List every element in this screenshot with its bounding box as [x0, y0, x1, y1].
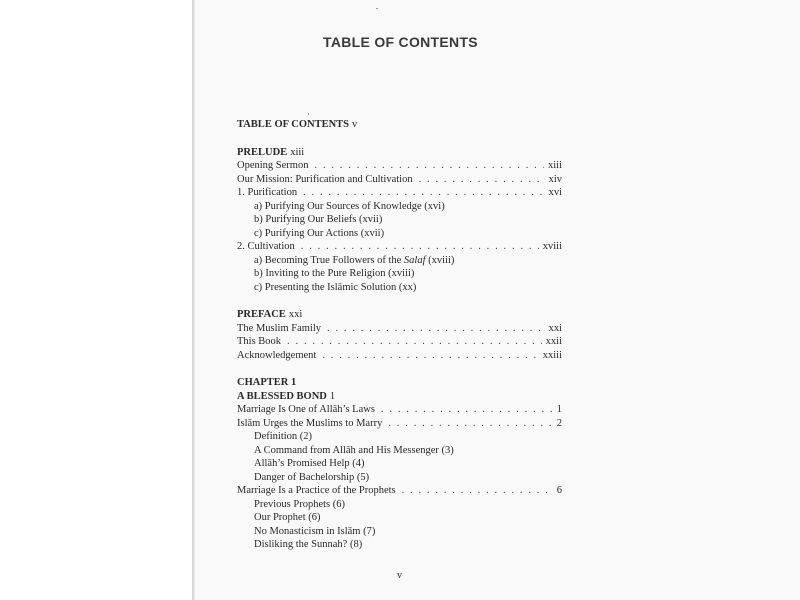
left-margin — [0, 0, 192, 600]
chapter-label: CHAPTER 1 — [237, 377, 297, 388]
toc-subentry: Previous Prophets (6) — [254, 498, 345, 510]
leader-dots — [287, 335, 542, 349]
toc-subentry: Allāh’s Promised Help (4) — [254, 458, 365, 469]
toc-subentry: A Command from Allāh and His Messenger (3) — [254, 444, 454, 456]
toc-entry-page: 2 — [556, 417, 562, 429]
toc-subentry: b) Purifying Our Beliefs (xvii) — [254, 214, 383, 225]
leader-dots — [419, 173, 545, 187]
section-heading-num: 1 — [329, 390, 336, 402]
toc-subentry: c) Purifying Our Actions (xvii) — [254, 227, 385, 239]
toc-subentry-text: (xviii) — [425, 254, 455, 266]
toc-entry — [237, 322, 562, 336]
leader-dots — [402, 484, 553, 498]
toc-subentry: No Monasticism in Islām (7) — [254, 525, 376, 537]
toc-subentry: Definition (2) — [254, 431, 313, 442]
toc-entry-label: Marriage Is a Practice of the Prophets — [237, 485, 396, 496]
toc-subentry: a) Purifying Our Sources of Knowledge (xvi) — [254, 200, 445, 212]
toc-entry-label: 2. Cultivation — [237, 241, 295, 252]
toc-entry-page: xviii — [542, 241, 562, 252]
toc-entry — [237, 484, 562, 498]
toc-subentry — [237, 254, 562, 268]
toc-entry — [237, 335, 562, 349]
leader-dots — [388, 417, 552, 431]
leader-dots — [303, 186, 545, 200]
leader-dots — [301, 240, 539, 254]
section-heading-label: PREFACE — [237, 309, 286, 320]
section-heading-num: xiii — [290, 146, 305, 158]
table-of-contents — [237, 118, 562, 552]
toc-entry-label: This Book — [237, 336, 282, 347]
toc-subentry: b) Inviting to the Pure Religion (xviii) — [254, 268, 415, 279]
toc-entry — [237, 417, 562, 431]
toc-entry-page: xxiii — [542, 349, 562, 361]
toc-entry-page: xiii — [547, 160, 562, 171]
toc-entry — [237, 186, 562, 200]
toc-subentry: Danger of Bachelorship (5) — [254, 471, 370, 483]
toc-subentry-italic: Salaf — [403, 254, 426, 266]
toc-entry — [237, 403, 562, 417]
toc-entry-page: xxi — [548, 322, 562, 334]
toc-entry-page: xiv — [548, 173, 562, 185]
toc-entry-label: Marriage Is One of Allāh’s Laws — [237, 404, 375, 415]
toc-entry-label: Our Mission: Purification and Cultivation — [237, 173, 413, 185]
toc-entry-page: 6 — [556, 485, 562, 496]
toc-entry-label: The Muslim Family — [237, 322, 321, 334]
toc-subentry: Our Prophet (6) — [254, 512, 321, 523]
page-title: TABLE OF CONTENTS — [323, 34, 478, 50]
leader-dots — [322, 349, 538, 363]
toc-entry — [237, 159, 562, 173]
section-heading-chapter-1 — [237, 390, 562, 404]
leader-dots — [327, 322, 545, 336]
toc-heading — [237, 118, 562, 132]
toc-subentry-text: a) Becoming True Followers of the — [254, 254, 404, 266]
toc-entry-label: Islām Urges the Muslims to Marry — [237, 417, 383, 429]
toc-entry-page: xxii — [545, 336, 562, 347]
toc-subentry: c) Presenting the Islāmic Solution (xx) — [254, 281, 417, 293]
scan-speck — [308, 113, 309, 115]
section-heading-preface — [237, 308, 562, 322]
leader-dots — [381, 403, 553, 417]
footer-page-number: v — [397, 570, 402, 581]
toc-entry-page: xvi — [548, 187, 562, 198]
toc-entry-page: 1 — [556, 404, 562, 415]
section-heading-label: PRELUDE — [237, 146, 288, 158]
toc-entry-label: Opening Sermon — [237, 160, 309, 171]
section-heading-label: A BLESSED BOND — [237, 390, 327, 402]
section-heading-prelude — [237, 146, 562, 160]
toc-heading-label: TABLE OF CONTENTS — [237, 119, 350, 130]
toc-entry-label: 1. Purification — [237, 187, 298, 198]
toc-entry — [237, 349, 562, 363]
scan-speck — [376, 8, 378, 9]
section-heading-num: xxi — [288, 309, 303, 320]
toc-entry-label: Acknowledgement — [237, 349, 317, 361]
leader-dots — [314, 159, 544, 173]
toc-heading-num: v — [352, 119, 358, 130]
toc-entry — [237, 240, 562, 254]
toc-subentry: Disliking the Sunnah? (8) — [254, 539, 363, 550]
toc-entry — [237, 173, 562, 187]
